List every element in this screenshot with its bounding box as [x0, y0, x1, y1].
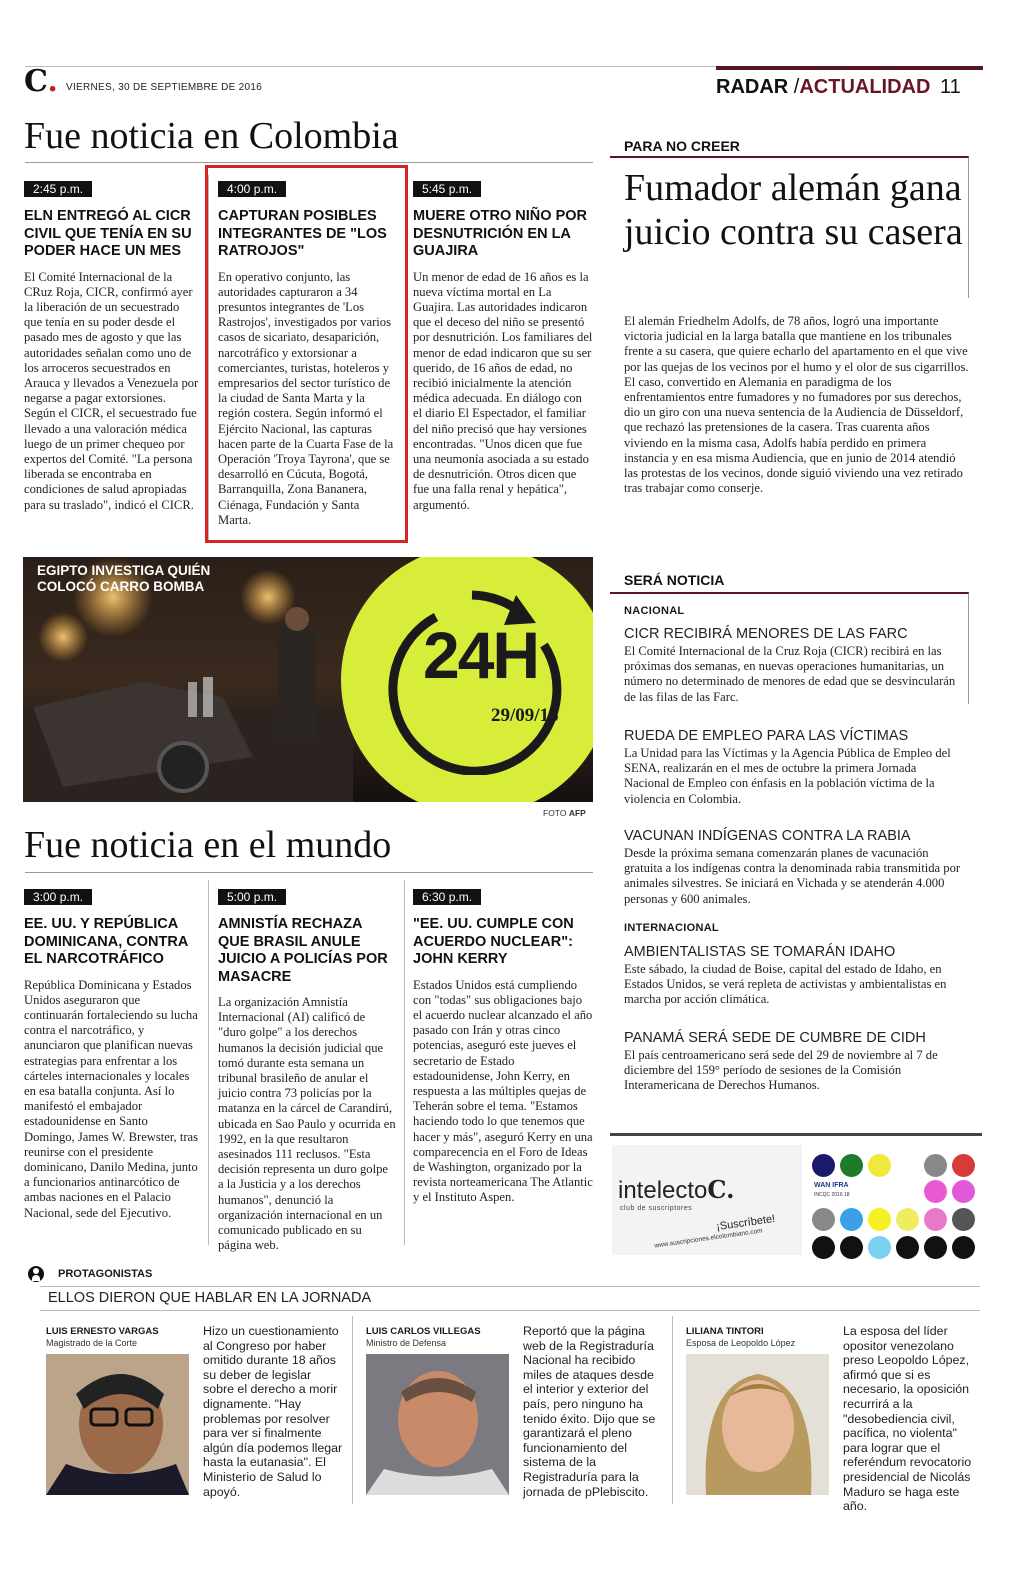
nacional-label: NACIONAL [624, 605, 685, 617]
column-divider [208, 880, 209, 1245]
color-dot [868, 1154, 891, 1177]
color-dot [924, 1180, 947, 1203]
story-body: El Comité Internacional de la CRuz Roja, CICR, confirmó ayer la liberación de un secuestrado que tenía en su poder desde el pasado mes de agosto y que las autoridades señalan como uno de los arroceros secuestrados en Arauca y llevados a Venezuela por negarse a pagar extorsiones. Según el CICR, el secuestrado fue llevado a una valoración médica luego de un primer chequeo por expertos del Comité. "La persona liberada se encontraba en condiciones de salud apropiadas para su traslado", indicó el CICR. [24, 269, 199, 512]
news-photo [23, 557, 593, 802]
color-dot [840, 1208, 863, 1231]
mundo-story-3 [413, 888, 593, 1206]
person-statement: Hizo un cuestionamiento al Congreso por haber omitido durante 18 años su deber de legislar sobre el derecho a morir dignamente. "Hay problemas por resolver para ver si finalmente algún día podemos llegar hasta la eutanasia". El Ministerio de Salud lo apoyó. [203, 1324, 343, 1499]
color-dot [952, 1236, 975, 1259]
ad-tagline: club de suscriptores [620, 1205, 693, 1212]
person-icon [28, 1266, 44, 1282]
newspaper-logo: C. [24, 64, 58, 99]
person-photo [46, 1354, 189, 1495]
story-time: 5:00 p.m. [218, 889, 286, 905]
section-slash: / [793, 76, 800, 98]
person-photo [686, 1354, 829, 1495]
sera-noticia-item-1 [624, 626, 964, 705]
story-body: En operativo conjunto, las autoridades capturaron a 34 presuntos integrantes de 'Los Rastrojos', investigados por varios casos de sicariato, desaparición, narcotráfico y extorsionar a comerciantes, turistas, hoteleros y empresarios del sector turístico de la ciudad de Santa Marta y la región costera. Según informó el Ejército Nacional, las capturas hacen parte de la Cuarta Fase de la Operación 'Troya Tayrona', que se desarrolló en Cúcuta, Bogotá, Barranquilla, Zona Bananera, Ciénaga, Fundación y Santa Marta. [218, 269, 394, 527]
sera-noticia-item-3 [624, 828, 964, 907]
person-role: Magistrado de la Corte [46, 1338, 138, 1348]
person-role: Esposa de Leopoldo López [686, 1338, 796, 1348]
photo-credit: FOTO AFP [543, 808, 586, 818]
item-headline: RUEDA DE EMPLEO PARA LAS VÍCTIMAS [624, 728, 909, 744]
colombia-title: Fue noticia en Colombia [24, 115, 399, 157]
story-time: 3:00 p.m. [24, 889, 92, 905]
ad-brand: intelectoC. [618, 1175, 735, 1204]
badge-24h-text: 24H [423, 618, 539, 692]
sera-noticia-item-2 [624, 728, 964, 807]
mundo-story-1 [24, 888, 200, 1221]
header-accent-rule [716, 66, 983, 70]
color-dot [952, 1180, 975, 1203]
protagonistas-subtitle: ELLOS DIERON QUE HABLAR EN LA JORNADA [48, 1290, 372, 1306]
portrait-image [46, 1354, 189, 1495]
story-time: 6:30 p.m. [413, 889, 481, 905]
item-body: El país centroamericano será sede del 29 de noviembre al 7 de diciembre del 159° período de sesiones de la Comisión Interamericana de Derechos Humanos. [624, 1048, 938, 1093]
story-time: 5:45 p.m. [413, 181, 481, 197]
color-dot [812, 1154, 835, 1177]
colombia-story-3 [413, 180, 593, 513]
story-body: La organización Amnistía Internacional (AI) calificó de "duro golpe" a los derechos humanos la decisión judicial que tomó durante esta semana un tribunal brasileño de anular el juicio contra 73 policías por la matanza en la cárcel de Carandirú, ubicada en Sao Paulo y ocurrida en 1992, en la que resultaron asesinados 111 reclusos. "Esta decisión representa un duro golpe a la Justicia y a los derechos humanos", denunció la organización internacional en un comunicado publicado en su página web. [218, 995, 396, 1253]
item-body: La Unidad para las Víctimas y la Agencia Pública de Empleo del SENA, realizarán en el mes de octubre la primera Jornada Nacional de Empleo con énfasis en la población víctima de la violencia en Colombia. [624, 746, 951, 806]
sera-noticia-item-5 [624, 1030, 964, 1094]
color-dot [896, 1208, 919, 1231]
subsection-name: ACTUALIDAD [799, 76, 931, 98]
colombia-story-2 [218, 180, 394, 528]
internacional-label: INTERNACIONAL [624, 922, 719, 934]
column-divider [672, 1316, 673, 1504]
story-time: 4:00 p.m. [218, 181, 286, 197]
person-name: LILIANA TINTORI [686, 1326, 764, 1337]
item-headline: CICR RECIBIRÁ MENORES DE LAS FARC [624, 626, 908, 642]
para-no-creer-kicker: PARA NO CREER [624, 138, 740, 154]
story-time: 2:45 p.m. [24, 181, 92, 197]
sera-noticia-item-4 [624, 944, 964, 1008]
story-body: Un menor de edad de 16 años es la nueva víctima mortal en La Guajira. Las autoridades indicaron que el deceso del niño se presentó por desnutrición. Los familiares del menor de edad indicaron que su ser querido, de 16 años de edad, no recibió inicialmente la atención médica adecuada. En diálogo con el diario El Espectador, el familiar del niño precisó que hay versiones encontradas. "Unos dicen que fue una neumonía asociada a su estado de desnutrición. Otros dicen que fue una falla renal y hepática", argumentó. [413, 269, 593, 512]
color-dot [868, 1208, 891, 1231]
person-statement: Reportó que la página web de la Registraduría Nacional ha recibido miles de ataques desde el interior y exterior del país, pero ninguno ha tenido éxito. Dijo que se garantizará el pleno funcionamiento del sistema de la Registraduría para la jornada de pPlebiscito. [523, 1324, 656, 1499]
24h-badge [341, 557, 593, 802]
item-body: Desde la próxima semana comenzarán planes de vacunación gratuita a los indígenas contra la denominada rabia transmitida por animales silvestres. Se iniciará en Vichada y se atenderán 4.000 personas y 600 animales. [624, 846, 961, 906]
column-divider [404, 880, 405, 1245]
story-headline: "EE. UU. CUMPLE CON ACUERDO NUCLEAR": JOHN KERRY [413, 916, 574, 967]
ad-url[interactable]: www.suscripciones.elcolombiano.com [654, 1227, 764, 1250]
story-headline: ELN ENTREGÓ AL CICR CIVIL QUE TENÍA EN SU PODER HACE UN MES [24, 208, 192, 259]
story-headline: CAPTURAN POSIBLES INTEGRANTES DE "LOS RATROJOS" [218, 208, 387, 259]
color-dot [812, 1236, 835, 1259]
colombia-story-1 [24, 180, 200, 513]
person-statement: La esposa del líder opositor venezolano preso Leopoldo López, afirmó que si es necesario, la oposición recurrirá a la "desobediencia civil, pacífica, no violenta" para lograr que el referéndum revocatorio presidencial de Nicolás Maduro se haga este año. [843, 1324, 972, 1514]
wan-label: WAN IFRA [814, 1182, 849, 1189]
story-headline: EE. UU. Y REPÚBLICA DOMINICANA, CONTRA EL NARCOTRÁFICO [24, 916, 188, 967]
color-dot [952, 1154, 975, 1177]
column-divider [352, 1316, 353, 1504]
mundo-title: Fue noticia en el mundo [24, 824, 392, 866]
portrait-image [366, 1354, 509, 1495]
color-dot [868, 1236, 891, 1259]
portrait-image [686, 1354, 829, 1495]
ad-rule [610, 1133, 982, 1136]
item-headline: PANAMÁ SERÁ SEDE DE CUMBRE DE CIDH [624, 1030, 926, 1046]
mundo-story-2 [218, 888, 396, 1253]
color-dot [924, 1236, 947, 1259]
section-header [716, 76, 961, 99]
story-body: República Dominicana y Estados Unidos aseguraron que continuarán fortaleciendo su lucha contra el narcotráfico, y anunciaron que planifican nuevas estrategias para enfrentar a los cárteles internacionales y locales en esa batalla conjunta. Así lo manifestó el embajador estadounidense en Santo Domingo, James W. Brewster, tras reunirse con el presidente dominicano, Danilo Medina, junto a funcionarios antinarcótico de ambas naciones en el Palacio Nacional, sede del Ejecutivo. [24, 977, 199, 1220]
para-no-creer-body: El alemán Friedhelm Adolfs, de 78 años, logró una importante victoria judicial en la larga batalla que mantiene en los tribunales frente a su casera, que quiere echarlo del apartamento en el que vive por las quejas de los vecinos por el humo y el olor de sus cigarrillos. El caso, convertido en Alemania en paradigma de los enfrentamientos entre fumadores y no fumadores por sus derechos, dio un giro con una nueva sentencia de la Audiencia de Düsseldorf, que rechazó las pretensiones de la casera. Tras cuarenta años viviendo en la misma casa, Adolfs había perdido en primera instancia y en esa misma Audiencia, que en junio de 2014 atendió las protestas de los vecinos, donde siguió viviendo una vez retirado tras trabajar como conserje. [624, 314, 969, 496]
color-dot [952, 1208, 975, 1231]
page-number: 11 [940, 76, 961, 98]
sera-noticia-kicker: SERÁ NOTICIA [624, 572, 725, 588]
person-photo [366, 1354, 509, 1495]
color-dot [924, 1154, 947, 1177]
color-dot [896, 1236, 919, 1259]
story-body: Estados Unidos está cumpliendo con "todas" sus obligaciones bajo el acuerdo nuclear alcanzado el año pasado con Irán y otras cinco potencias, aseguró este jueves el secretario de Estado estadounidense, John Kerry, en respuesta a las múltiples quejas de Teherán sobre el tema. "Estamos haciendo todo lo que tenemos que hacer y más", aseguró Kerry en una comparecencia en el Foro de Ideas de Washington, organizado por la revista norteamericana The Atlantic y el Instituto Aspen. [413, 977, 593, 1205]
protagonistas-label: PROTAGONISTAS [58, 1268, 153, 1280]
item-headline: AMBIENTALISTAS SE TOMARÁN IDAHO [624, 944, 896, 960]
badge-date: 29/09/16 [491, 705, 559, 726]
color-dot [812, 1208, 835, 1231]
person-name: LUIS CARLOS VILLEGAS [366, 1326, 481, 1337]
color-dot [840, 1154, 863, 1177]
protagonistas-rule-2 [40, 1310, 980, 1311]
issue-date: VIERNES, 30 DE SEPTIEMBRE DE 2016 [66, 82, 263, 93]
color-registration-marks [808, 1150, 978, 1265]
colombia-rule [25, 162, 593, 163]
person-name: LUIS ERNESTO VARGAS [46, 1326, 159, 1337]
story-headline: MUERE OTRO NIÑO POR DESNUTRICIÓN EN LA GUAJIRA [413, 208, 588, 259]
section-name: RADAR [716, 76, 789, 98]
color-dot [840, 1236, 863, 1259]
item-body: El Comité Internacional de la Cruz Roja (CICR) recibirá en las próximas dos semanas, en nuevas operaciones humanitarias, un número no determinado de menores de edad que se desvincularán de las filas de las Farc. [624, 644, 956, 704]
story-headline: AMNISTÍA RECHAZA QUE BRASIL ANULE JUICIO A POLICÍAS POR MASACRE [218, 916, 388, 985]
subscriber-ad[interactable] [612, 1145, 802, 1255]
ad-cta[interactable]: ¡Suscríbete! [715, 1212, 776, 1234]
color-dot [924, 1208, 947, 1231]
para-no-creer-headline: Fumador alemán gana juicio contra su casera [624, 167, 963, 253]
person-role: Ministro de Defensa [366, 1338, 447, 1348]
wan-sub: INCQC 2016 18 [814, 1192, 850, 1198]
photo-caption: EGIPTO INVESTIGA QUIÉN COLOCÓ CARRO BOMBA [37, 563, 211, 594]
mundo-rule [25, 872, 593, 873]
item-headline: VACUNAN INDÍGENAS CONTRA LA RABIA [624, 828, 911, 844]
protagonistas-rule [40, 1286, 980, 1287]
item-body: Este sábado, la ciudad de Boise, capital del estado de Idaho, en Estados Unidos, se verá repleta de activistas y ambientalistas en marcha por acción climática. [624, 962, 947, 1007]
